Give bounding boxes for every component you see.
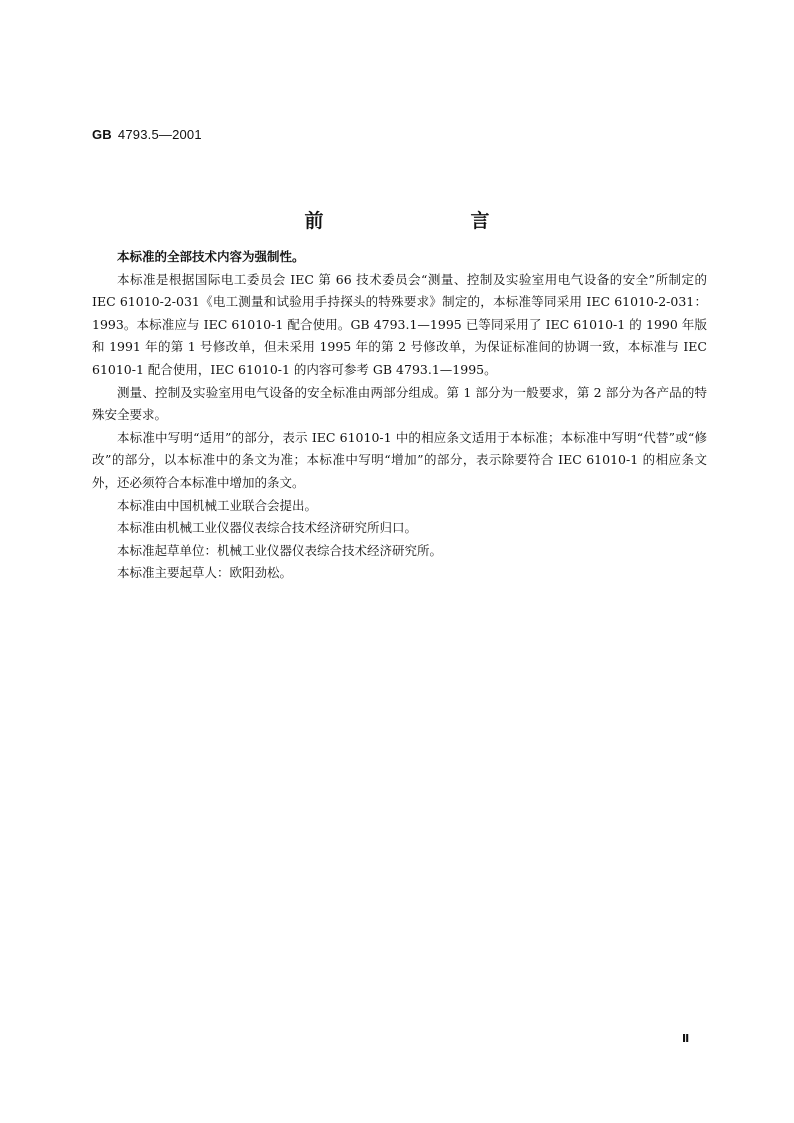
foreword-body [92,246,707,585]
paragraph-basis: 本标准是根据国际电工委员会 IEC 第 66 技术委员会“测量、控制及实验室用电气设备的安全”所制定的 IEC 61010-2-031《电工测量和试验用手持探头的特殊要求》制定的，本标准等同采用 IEC 61010-2-031：1993。本标准应与 IEC 61010-1 配合使用。GB 4793.1—1995 已等同采用了 IEC 61010-1 的 1990 年版和 1991 年的第 1 号修改单，但未采用 1995 年的第 2 号修改单，为保证标准间的协调一致，本标准与 IEC 61010-1 配合使用，IEC 61010-1 的内容可参考 GB 4793.1—1995。 [92,271,707,377]
standard-number: 4793.5—2001 [117,127,202,142]
paragraph-mandatory-statement: 本标准的全部技术内容为强制性。 [117,249,305,264]
paragraph-managed-by: 本标准由机械工业仪器仪表综合技术经济研究所归口。 [117,520,418,536]
paragraph-drafters: 本标准主要起草人：欧阳劲松。 [117,565,293,581]
page-number: Ⅱ [682,1032,690,1045]
paragraph-wording: 本标准中写明“适用”的部分，表示 IEC 61010-1 中的相应条文适用于本标准；本标准中写明“代替”或“修改”的部分，以本标准中的条文为准；本标准中写明“增加”的部分，表示除要符合 IEC 61010-1 的相应条文外，还必须符合本标准中增加的条文。 [92,429,707,490]
page-title: 前 言 [304,210,554,232]
paragraph-composition: 测量、控制及实验室用电气设备的安全标准由两部分组成。第 1 部分为一般要求，第 2 部分为各产品的特殊安全要求。 [92,384,707,423]
standard-prefix: GB [92,127,112,142]
paragraph-proposed-by: 本标准由中国机械工业联合会提出。 [117,497,318,513]
paragraph-drafting-unit: 本标准起草单位：机械工业仪器仪表综合技术经济研究所。 [117,542,443,558]
standard-code [92,127,202,142]
